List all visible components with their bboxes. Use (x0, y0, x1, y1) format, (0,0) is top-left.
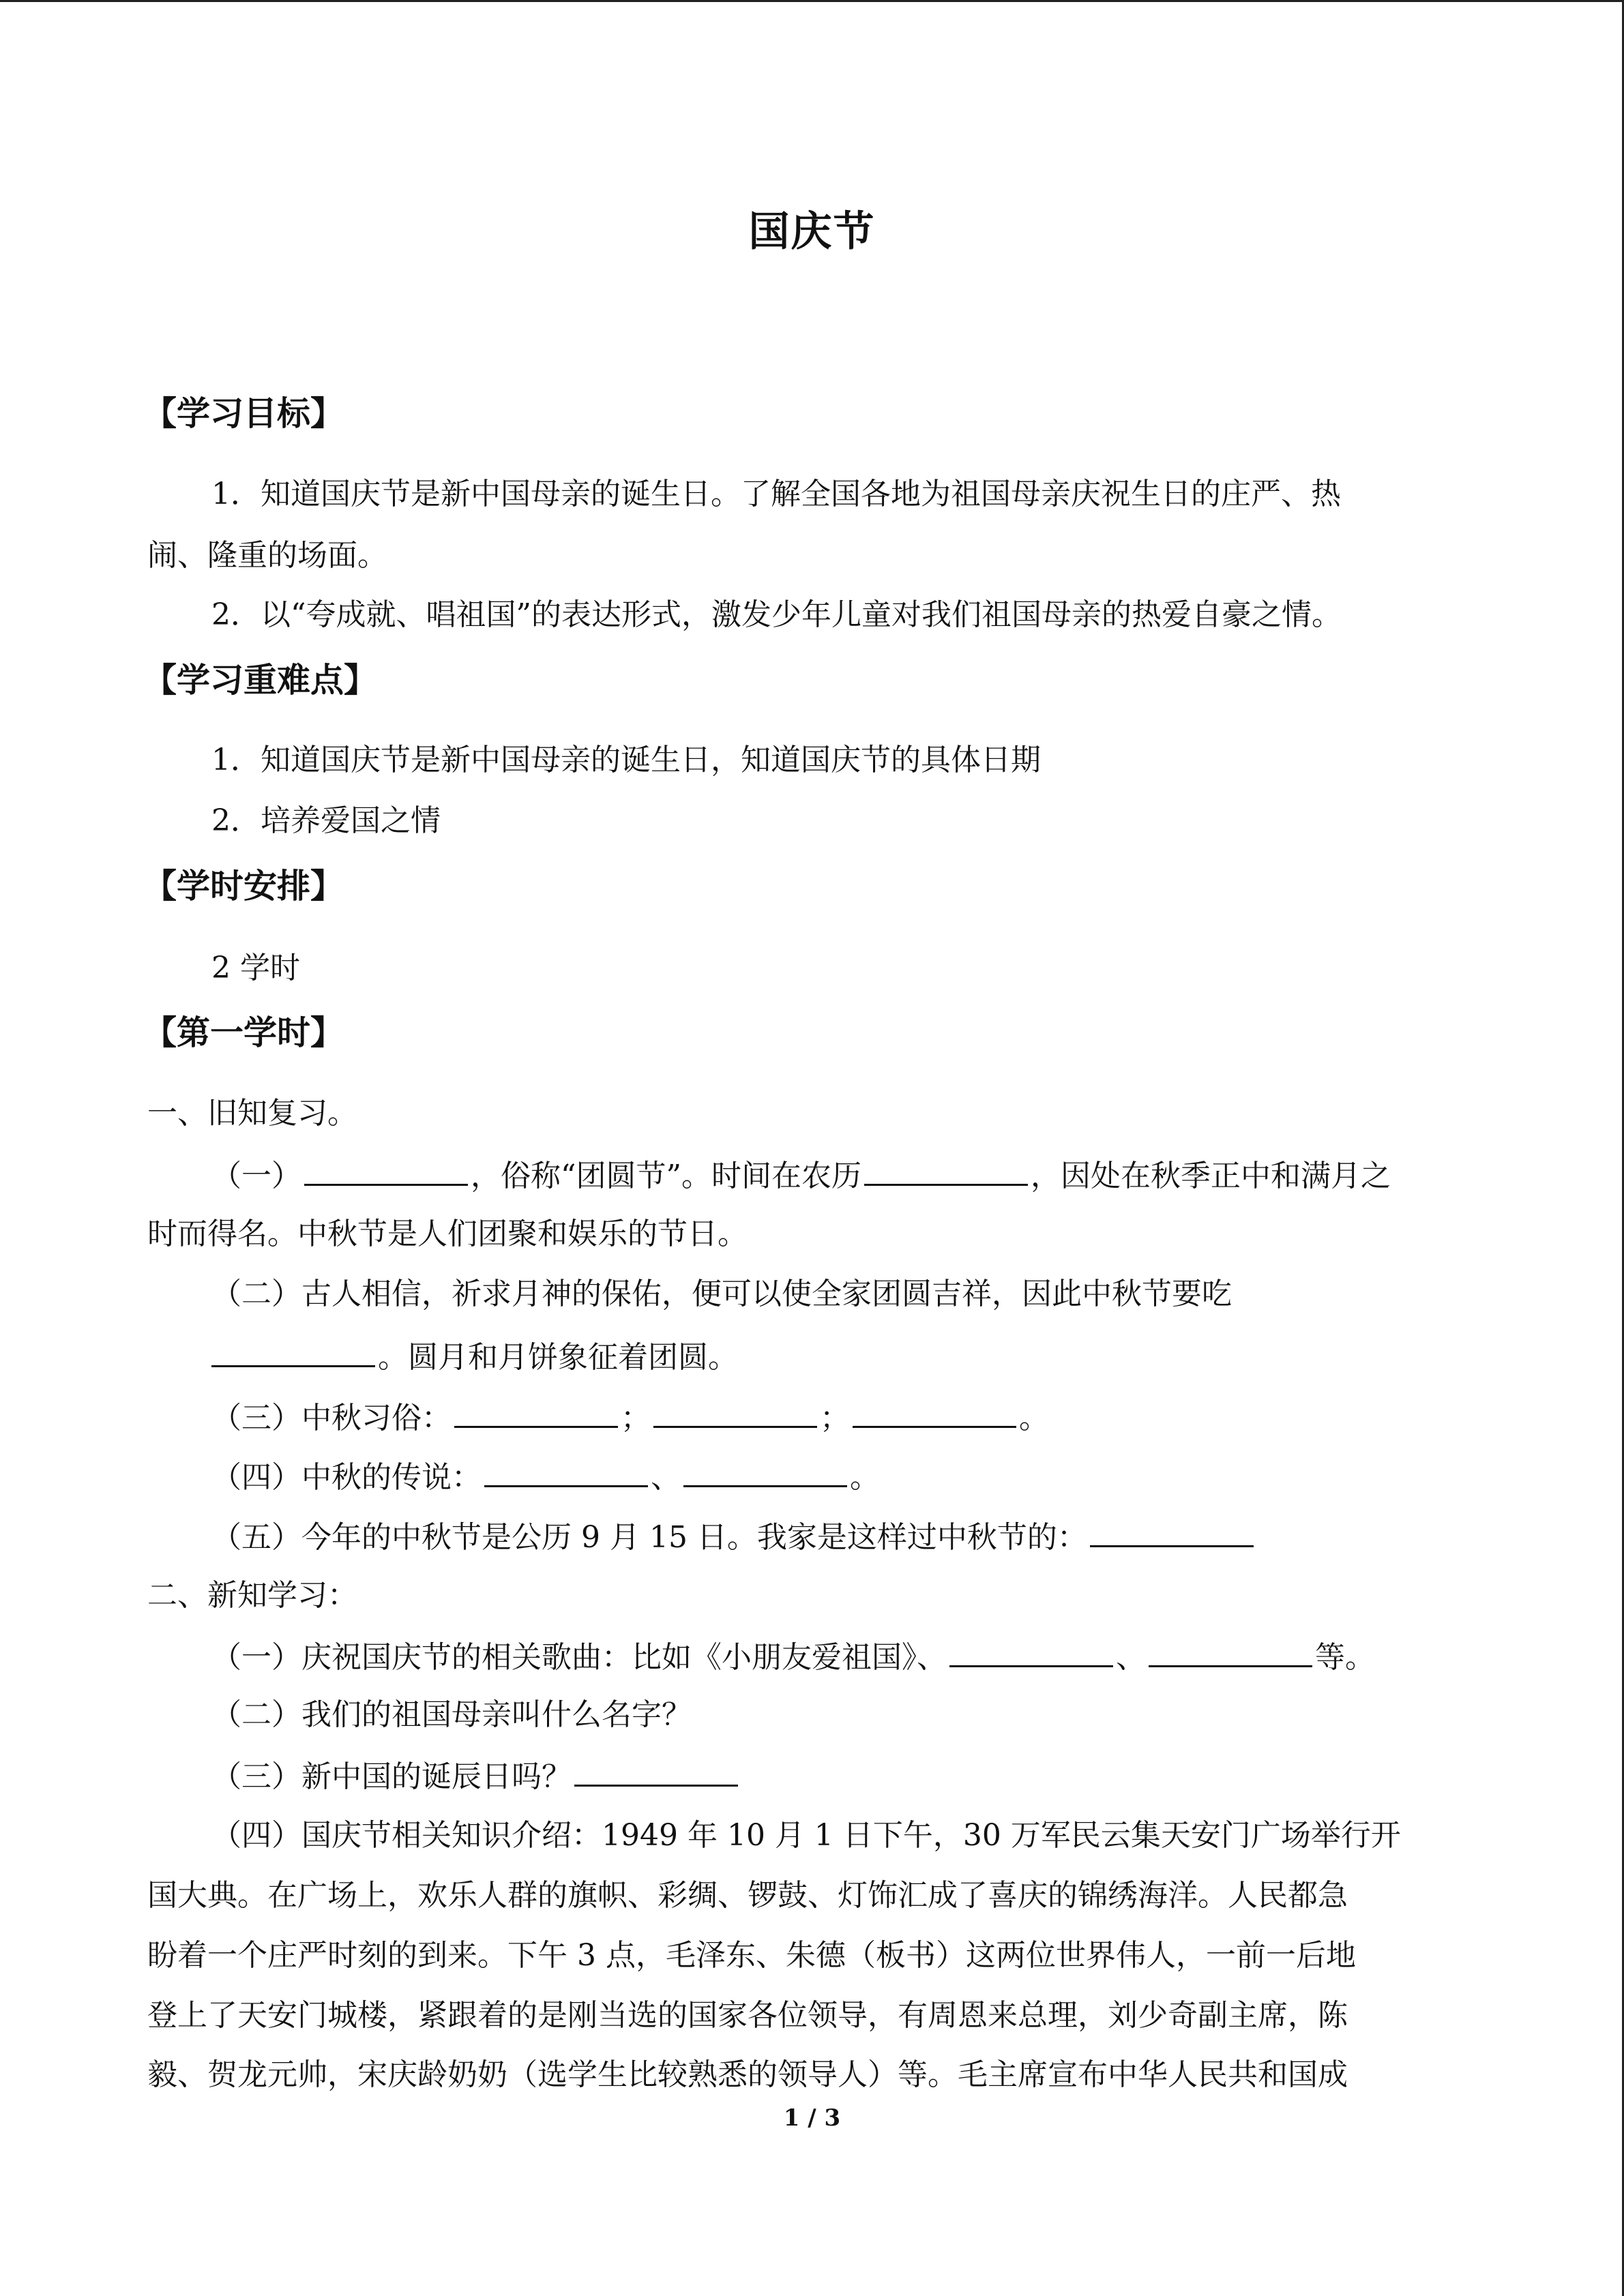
review-q1-end: ，因处在秋季正中和满月之 (1031, 1159, 1391, 1193)
fill-blank[interactable] (454, 1396, 618, 1428)
fill-blank[interactable] (853, 1396, 1016, 1428)
review-question-1-line-2: 时而得名。中秋节是人们团聚和娱乐的节日。 (147, 1217, 748, 1251)
new-learning-question-4-line-5: 毅、贺龙元帅，宋庆龄奶奶（选学生比较熟悉的领导人）等。毛主席宣布中华人民共和国成 (147, 2057, 1348, 2092)
fill-blank[interactable] (574, 1755, 738, 1787)
fill-blank[interactable] (653, 1396, 817, 1428)
review-question-5 (211, 1515, 1256, 1558)
fill-blank[interactable] (683, 1455, 847, 1487)
review-q3-separator: ； (820, 1401, 850, 1435)
schedule-text: 2 学时 (211, 951, 300, 985)
review-q5-text: （五）今年的中秋节是公历 9 月 15 日。我家是这样过中秋节的： (211, 1520, 1087, 1555)
review-question-2-line-2 (211, 1335, 738, 1378)
fill-blank[interactable] (484, 1455, 648, 1487)
review-q4-separator: 、 (651, 1460, 681, 1495)
heading-schedule: 【学时安排】 (143, 867, 344, 906)
review-q3-end: 。 (1019, 1401, 1049, 1435)
new-learning-question-1 (211, 1635, 1375, 1678)
new-learning-question-3 (211, 1755, 741, 1798)
fill-blank[interactable] (864, 1154, 1028, 1186)
review-q2-end: 。圆月和月饼象征着团圆。 (378, 1340, 738, 1375)
review-q1-prefix: （一） (211, 1159, 301, 1193)
fill-blank[interactable] (1149, 1635, 1312, 1667)
review-q3-separator: ； (621, 1401, 651, 1435)
page-number: 1 / 3 (783, 2104, 841, 2132)
heading-key-points: 【学习重难点】 (143, 661, 378, 700)
goal-item-1-line-1: 1．知道国庆节是新中国母亲的诞生日。了解全国各地为祖国母亲庆祝生日的庄严、热 (211, 477, 1341, 511)
new-learning-question-2: （二）我们的祖国母亲叫什么名字？ (211, 1697, 692, 1732)
new-q1-end: 等。 (1315, 1640, 1375, 1675)
new-q3-text: （三）新中国的诞辰日吗？ (211, 1759, 572, 1794)
document-title: 国庆节 (748, 208, 876, 256)
review-q3-prefix: （三）中秋习俗： (211, 1401, 452, 1435)
goal-item-2: 2．以“夸成就、唱祖国”的表达形式，激发少年儿童对我们祖国母亲的热爱自豪之情。 (211, 597, 1342, 632)
review-q4-end: 。 (850, 1460, 880, 1495)
new-learning-question-4-line-3: 盼着一个庄严时刻的到来。下午 3 点，毛泽东、朱德（板书）这两位世界伟人，一前一后地 (147, 1938, 1356, 1973)
key-point-item-1: 1．知道国庆节是新中国母亲的诞生日，知道国庆节的具体日期 (211, 743, 1041, 777)
review-q1-middle: ，俗称“团圆节”。时间在农历 (471, 1159, 861, 1193)
review-heading: 一、旧知复习。 (147, 1096, 357, 1131)
key-point-item-2: 2．培养爱国之情 (211, 803, 441, 838)
fill-blank[interactable] (211, 1335, 375, 1367)
review-question-2-line-1: （二）古人相信，祈求月神的保佑，便可以使全家团圆吉祥，因此中秋节要吃 (211, 1277, 1232, 1311)
review-q4-prefix: （四）中秋的传说： (211, 1460, 482, 1495)
new-q1-prefix: （一）庆祝国庆节的相关歌曲：比如《小朋友爱祖国》、 (211, 1640, 947, 1675)
fill-blank[interactable] (1090, 1515, 1254, 1547)
fill-blank[interactable] (304, 1154, 468, 1186)
heading-first-lesson: 【第一学时】 (143, 1013, 344, 1052)
new-learning-question-4-line-4: 登上了天安门城楼，紧跟着的是刚当选的国家各位领导，有周恩来总理，刘少奇副主席，陈 (147, 1998, 1348, 2033)
new-learning-heading: 二、新知学习： (147, 1578, 357, 1613)
fill-blank[interactable] (949, 1635, 1113, 1667)
new-learning-question-4-line-1: （四）国庆节相关知识介绍：1949 年 10 月 1 日下午，30 万军民云集天安门广场举行开 (211, 1818, 1401, 1853)
goal-item-1-line-2: 闹、隆重的场面。 (147, 538, 387, 573)
review-question-4 (211, 1455, 880, 1498)
review-question-1 (211, 1154, 1391, 1197)
new-q1-separator: 、 (1116, 1640, 1146, 1675)
review-question-3 (211, 1396, 1049, 1439)
page-border-top (0, 0, 1624, 2)
new-learning-question-4-line-2: 国大典。在广场上，欢乐人群的旗帜、彩绸、锣鼓、灯饰汇成了喜庆的锦绣海洋。人民都急 (147, 1878, 1348, 1913)
heading-learning-goals: 【学习目标】 (143, 394, 344, 433)
